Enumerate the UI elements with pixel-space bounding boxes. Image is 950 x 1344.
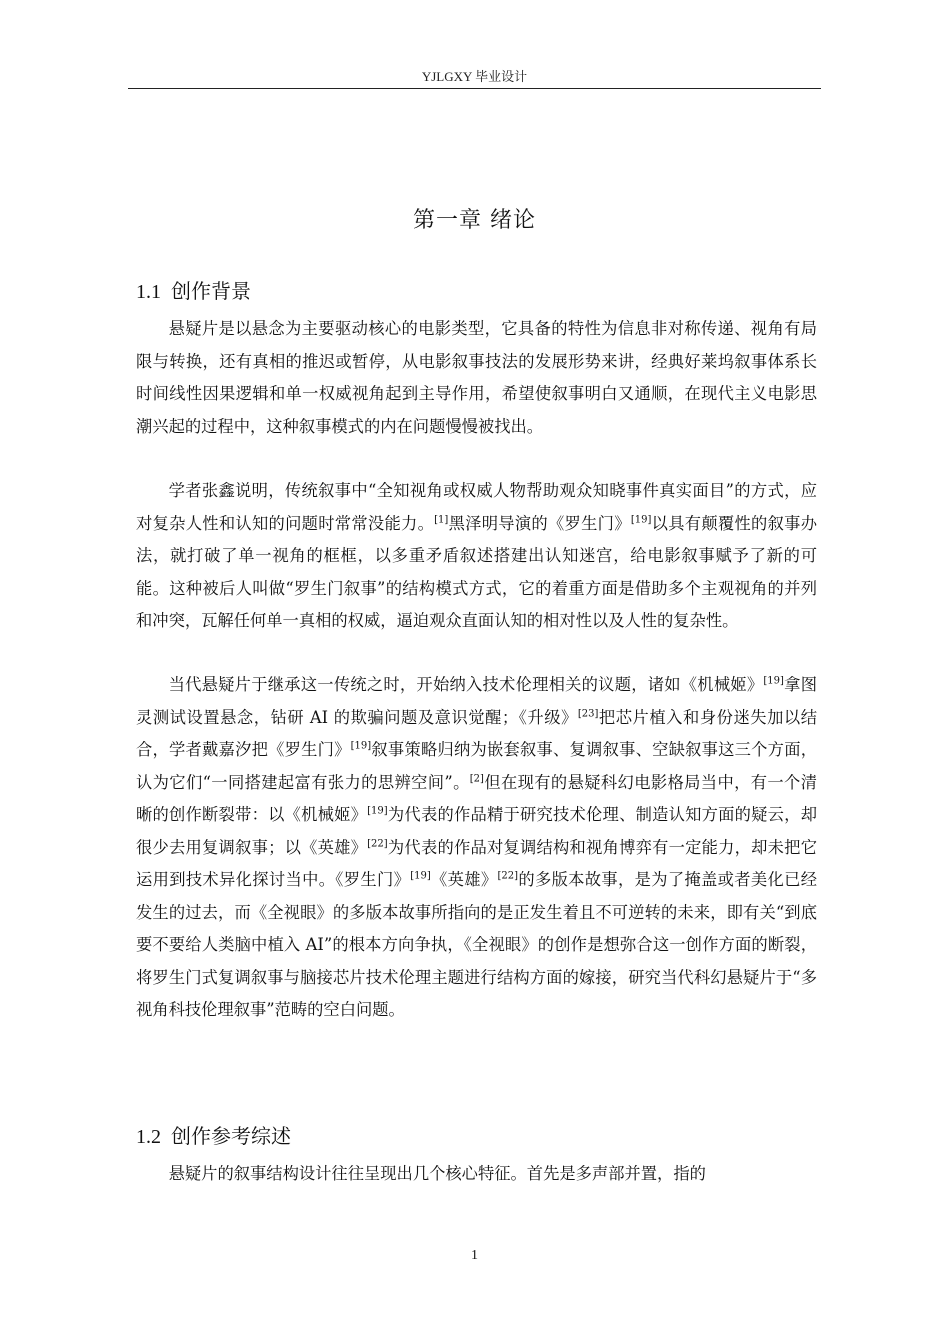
- paragraph-text: 以具有颠覆性的叙事办法，就打破了单一视角的框框，以多重矛盾叙述搭建出认知迷宫，给电影叙事赋予了新的可能。这种被后人叫做“罗生门叙事”的结构模式方式，它的着重方面是借助多个主观视角的并列和冲突，瓦解任何单一真相的权威，逼迫观众直面认知的相对性以及人性的复杂性。: [136, 513, 817, 630]
- paragraph-text: 学者张鑫说明，传统叙事中“全知视角或权威人物帮助观众知晓事件真实面目”的方式，应对复杂人性和认知的问题时常常没能力。: [136, 481, 817, 533]
- citation-ref: [22]: [497, 870, 519, 882]
- paragraph-text: 《英雄》: [430, 870, 498, 889]
- citation-ref: [22]: [367, 838, 388, 850]
- running-header: YJLGXY 毕业设计: [421, 69, 528, 84]
- paragraph: [136, 669, 817, 1027]
- citation-ref: [19]: [350, 740, 372, 752]
- paragraph: [136, 475, 817, 638]
- paragraph-text: 的多版本故事，是为了掩盖或者美化已经发生的过去，而《全视眼》的多版本故事所指向的是正发生着且不可逆转的未来，即有关“到底要不要给人类脑中植入 AI”的根本方向争执，《全视眼》的创作是想弥合这一创作方面的断裂，将罗生门式复调叙事与脑接芯片技术伦理主题进行结构方面的嫁接，研究当代科幻悬疑片于“多视角科技伦理叙事”范畴的空白问题。: [136, 870, 817, 1019]
- section-heading-1-2: [136, 1120, 291, 1149]
- section-number: 1.1: [136, 281, 161, 303]
- section-title: 创作背景: [171, 279, 251, 303]
- paragraph-text: 悬疑片的叙事结构设计往往呈现出几个核心特征。首先是多声部并置，指的: [168, 1164, 706, 1183]
- paragraph-text: 拿图灵测试设置悬念，钻研 AI 的欺骗问题及意识觉醒；《升级》: [136, 675, 817, 727]
- section-heading-1-1: [136, 275, 251, 304]
- paragraph-text: 叙事策略归纳为嵌套叙事、复调叙事、空缺叙事这三个方面，认为它们“一同搭建起富有张力的思辨空间”。: [136, 740, 817, 792]
- citation-ref: [19]: [410, 870, 431, 882]
- section-number: 1.2: [136, 1126, 161, 1148]
- page-number: 1: [471, 1248, 478, 1263]
- paragraph-text: 当代悬疑片于继承这一传统之时，开始纳入技术伦理相关的议题，诸如《机械姬》: [168, 675, 764, 694]
- paragraph-text: 为代表的作品精于研究技术伦理、制造认知方面的疑云，却很少去用复调叙事；以《英雄》: [136, 805, 817, 857]
- citation-ref: [2]: [469, 773, 484, 785]
- header-rule: [128, 88, 821, 89]
- citation-ref: [19]: [630, 514, 652, 526]
- paragraph-text: 黑泽明导演的《罗生门》: [448, 513, 631, 533]
- paragraph: [136, 1158, 817, 1191]
- paragraph-text: 悬疑片是以悬念为主要驱动核心的电影类型，它具备的特性为信息非对称传递、视角有局限与转换，还有真相的推迟或暂停，从电影叙事技法的发展形势来讲，经典好莱坞叙事体系长时间线性因果逻辑和单一权威视角起到主导作用，希望使叙事明白又通顺，在现代主义电影思潮兴起的过程中，这种叙事模式的内在问题慢慢被找出。: [136, 319, 817, 436]
- section-title: 创作参考综述: [171, 1124, 291, 1148]
- citation-ref: [1]: [434, 514, 449, 526]
- citation-ref: [19]: [763, 675, 784, 687]
- citation-ref: [23]: [577, 708, 599, 720]
- paragraph-text: 把芯片植入和身份迷失加以结合，学者戴嘉汐把《罗生门》: [136, 707, 817, 759]
- citation-ref: [19]: [367, 805, 388, 817]
- paragraph-text: 但在现有的悬疑科幻电影格局当中，有一个清晰的创作断裂带：以《机械姬》: [136, 772, 817, 824]
- paragraph-text: 为代表的作品对复调结构和视角博弈有一定能力，却未把它运用到技术异化探讨当中。《罗生门》: [136, 837, 817, 889]
- paragraph: [136, 313, 817, 443]
- chapter-title: 第一章 绪论: [413, 208, 536, 233]
